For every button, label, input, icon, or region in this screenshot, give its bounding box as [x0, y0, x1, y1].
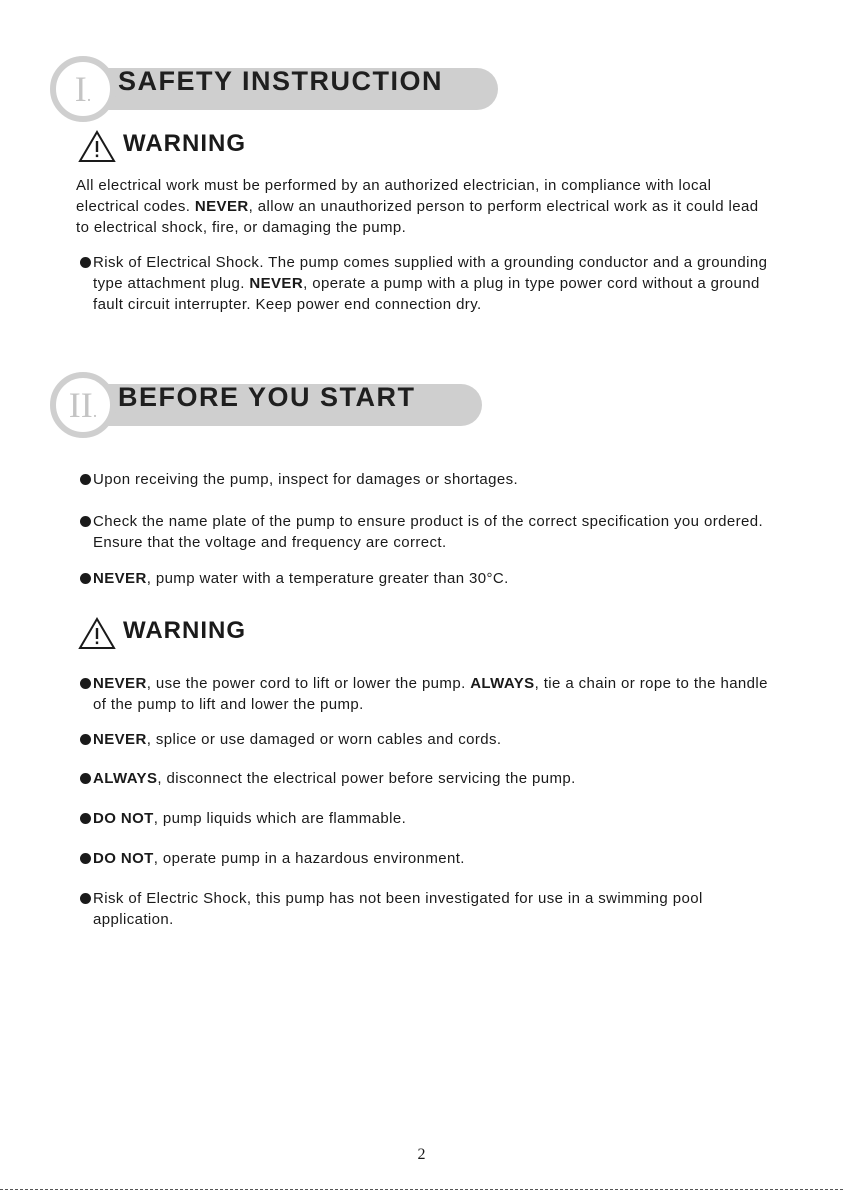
- section-1-numeral: I: [74, 69, 87, 109]
- list-item-text: , pump water with a temperature greater than 30°C.: [146, 570, 509, 587]
- section-1-numeral-dot: .: [86, 85, 92, 105]
- list-item: [80, 729, 770, 750]
- intro-text-2: , allow an unauthorized person to perform electrical work as it could lead to electrical shock, fire, or damaging the pump.: [76, 198, 759, 236]
- list-item-keyword: NEVER: [93, 731, 147, 748]
- list-item-keyword: DO NOT: [93, 850, 154, 867]
- section-2-title: BEFORE YOU START: [118, 382, 416, 412]
- bullet-dot-icon: [80, 678, 91, 689]
- section-2-numeral-badge: [50, 372, 116, 438]
- bullet-text-1: Risk of Electrical Shock. The pump comes supplied with a grounding conductor and a grounding type attachment plug.: [93, 254, 768, 292]
- section-1-numeral-badge: [50, 56, 116, 122]
- list-item-text: Upon receiving the pump, inspect for damages or shortages.: [93, 471, 519, 488]
- list-item: [80, 568, 770, 589]
- bullet-dot-icon: [80, 773, 91, 784]
- bullet-keyword-never: NEVER: [249, 275, 304, 292]
- list-item: [80, 888, 770, 930]
- section-1-title: SAFETY INSTRUCTION: [118, 66, 444, 96]
- list-item: [80, 768, 770, 789]
- list-item-keyword: NEVER: [93, 570, 147, 587]
- warning-triangle-icon: [78, 617, 116, 650]
- intro-text-1: All electrical work must be performed by an authorized electrician, in compliance with local electrical codes.: [76, 177, 712, 215]
- footer-divider: [0, 1189, 843, 1190]
- section-2-numeral-dot: .: [92, 401, 98, 421]
- bullet-dot-icon: [80, 853, 91, 864]
- list-item: [80, 673, 770, 715]
- list-item-text: , splice or use damaged or worn cables and cords.: [146, 731, 502, 748]
- list-item-keyword: DO NOT: [93, 810, 154, 827]
- warning-label: WARNING: [123, 617, 246, 644]
- list-item: [80, 469, 770, 490]
- list-item: [80, 808, 770, 829]
- section-2-numeral: II: [68, 385, 93, 425]
- bullet-text-2: , operate a pump with a plug in type power cord without a ground fault circuit interrupter. Keep power end connection dry.: [93, 275, 760, 313]
- bullet-dot-icon: [80, 474, 91, 485]
- list-item: [80, 511, 770, 553]
- list-item-keyword: ALWAYS: [93, 770, 158, 787]
- warning-triangle-icon: [78, 130, 116, 163]
- list-item-keyword: NEVER: [93, 675, 147, 692]
- intro-keyword-never: NEVER: [194, 198, 249, 215]
- bullet-dot-icon: [80, 734, 91, 745]
- list-item-text: , disconnect the electrical power before servicing the pump.: [157, 770, 576, 787]
- list-item-text: , use the power cord to lift or lower the pump.: [146, 675, 471, 692]
- bullet-dot-icon: [80, 813, 91, 824]
- list-item-text: , tie a chain or rope to the handle of the pump to lift and lower the pump.: [93, 675, 768, 713]
- list-item: [80, 848, 770, 869]
- bullet-dot-icon: [80, 893, 91, 904]
- section-1-intro: [76, 175, 766, 238]
- list-item-keyword: ALWAYS: [470, 675, 535, 692]
- list-item-text: , pump liquids which are flammable.: [153, 810, 407, 827]
- bullet-dot-icon: [80, 257, 91, 268]
- list-item-text: Check the name plate of the pump to ensure product is of the correct specification you ordered. Ensure that the voltage and frequency are correct.: [93, 513, 764, 551]
- page-number: 2: [417, 1146, 426, 1163]
- section-1-bullet: [80, 252, 770, 315]
- list-item-text: Risk of Electric Shock, this pump has not been investigated for use in a swimming pool application.: [93, 890, 703, 928]
- warning-label: WARNING: [123, 130, 246, 157]
- bullet-dot-icon: [80, 573, 91, 584]
- bullet-dot-icon: [80, 516, 91, 527]
- list-item-text: , operate pump in a hazardous environment.: [153, 850, 465, 867]
